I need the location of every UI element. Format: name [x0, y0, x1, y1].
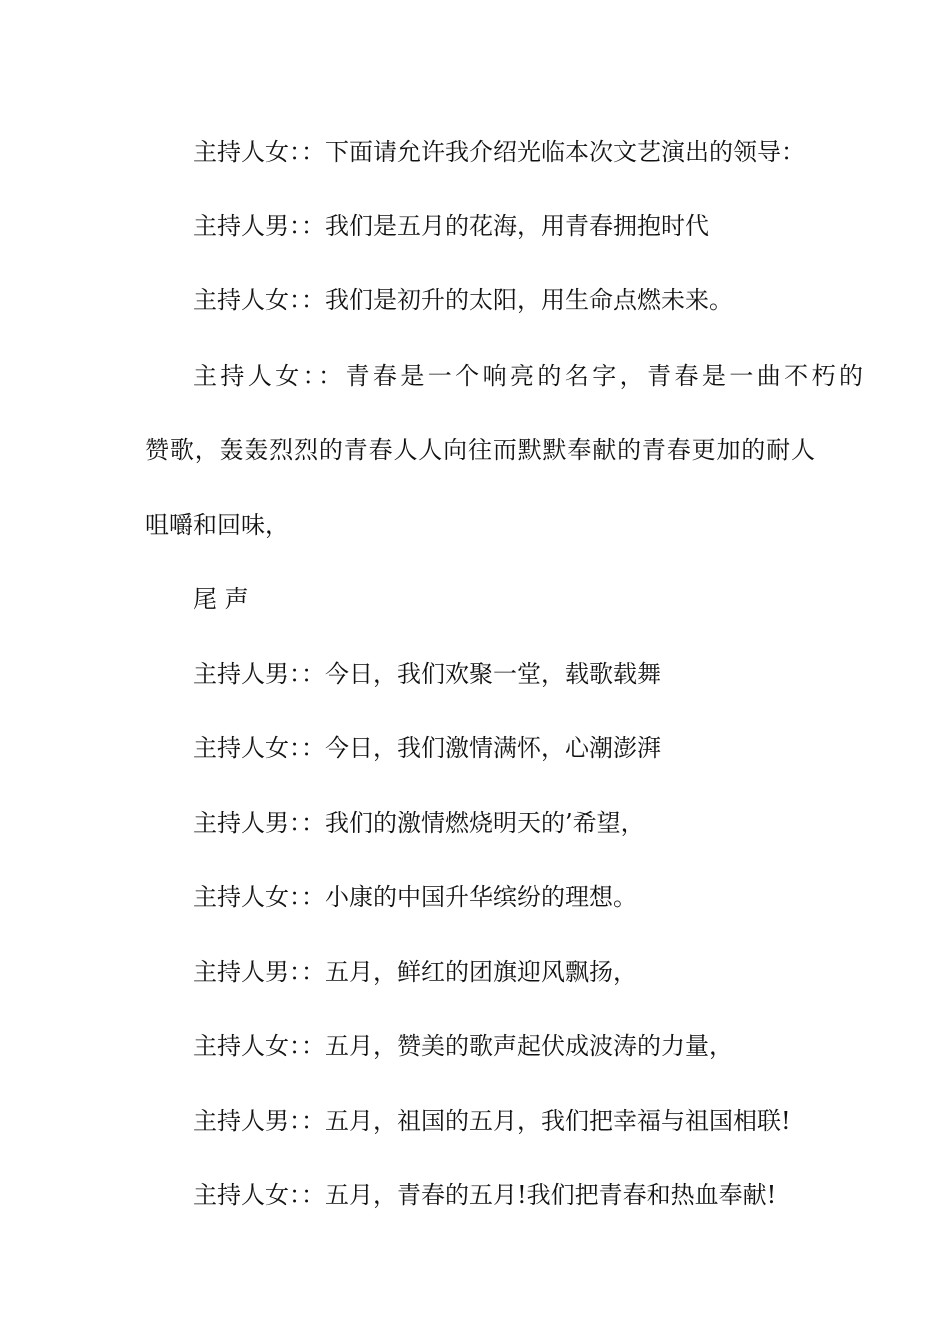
dialogue-line: 主持人女：：五月，赞美的歌声起伏成波涛的力量，	[193, 1032, 733, 1060]
dialogue-line: 主持人男：：今日，我们欢聚一堂，载歌载舞	[193, 660, 661, 688]
dialogue-line: 主持人女：：下面请允许我介绍光临本次文艺演出的领导：	[193, 138, 805, 166]
dialogue-line: 主持人女：：今日，我们激情满怀，心潮澎湃	[193, 734, 661, 762]
dialogue-line: 主持人女：：我们是初升的太阳，用生命点燃未来。	[193, 286, 733, 314]
dialogue-line: 主持人男：：我们是五月的花海，用青春拥抱时代	[193, 212, 709, 240]
paragraph-line: 咀嚼和回味，	[145, 511, 289, 539]
dialogue-line: 主持人男：：五月，祖国的五月，我们把幸福与祖国相联!	[193, 1107, 791, 1135]
dialogue-line: 主持人男：：五月，鲜红的团旗迎风飘扬，	[193, 958, 637, 986]
dialogue-line: 主持人男：：我们的激情燃烧明天的’希望，	[193, 809, 645, 837]
section-heading: 尾 声	[193, 585, 249, 613]
paragraph-line: 赞歌，轰轰烈烈的青春人人向往而默默奉献的青春更加的耐人	[145, 436, 815, 464]
dialogue-line: 主持人女：：小康的中国升华缤纷的理想。	[193, 883, 637, 911]
dialogue-line: 主持人女：：五月，青春的五月!我们把青春和热血奉献!	[193, 1181, 777, 1209]
dialogue-line: 主持人女：：青春是一个响亮的名字，青春是一曲不朽的	[193, 362, 863, 390]
